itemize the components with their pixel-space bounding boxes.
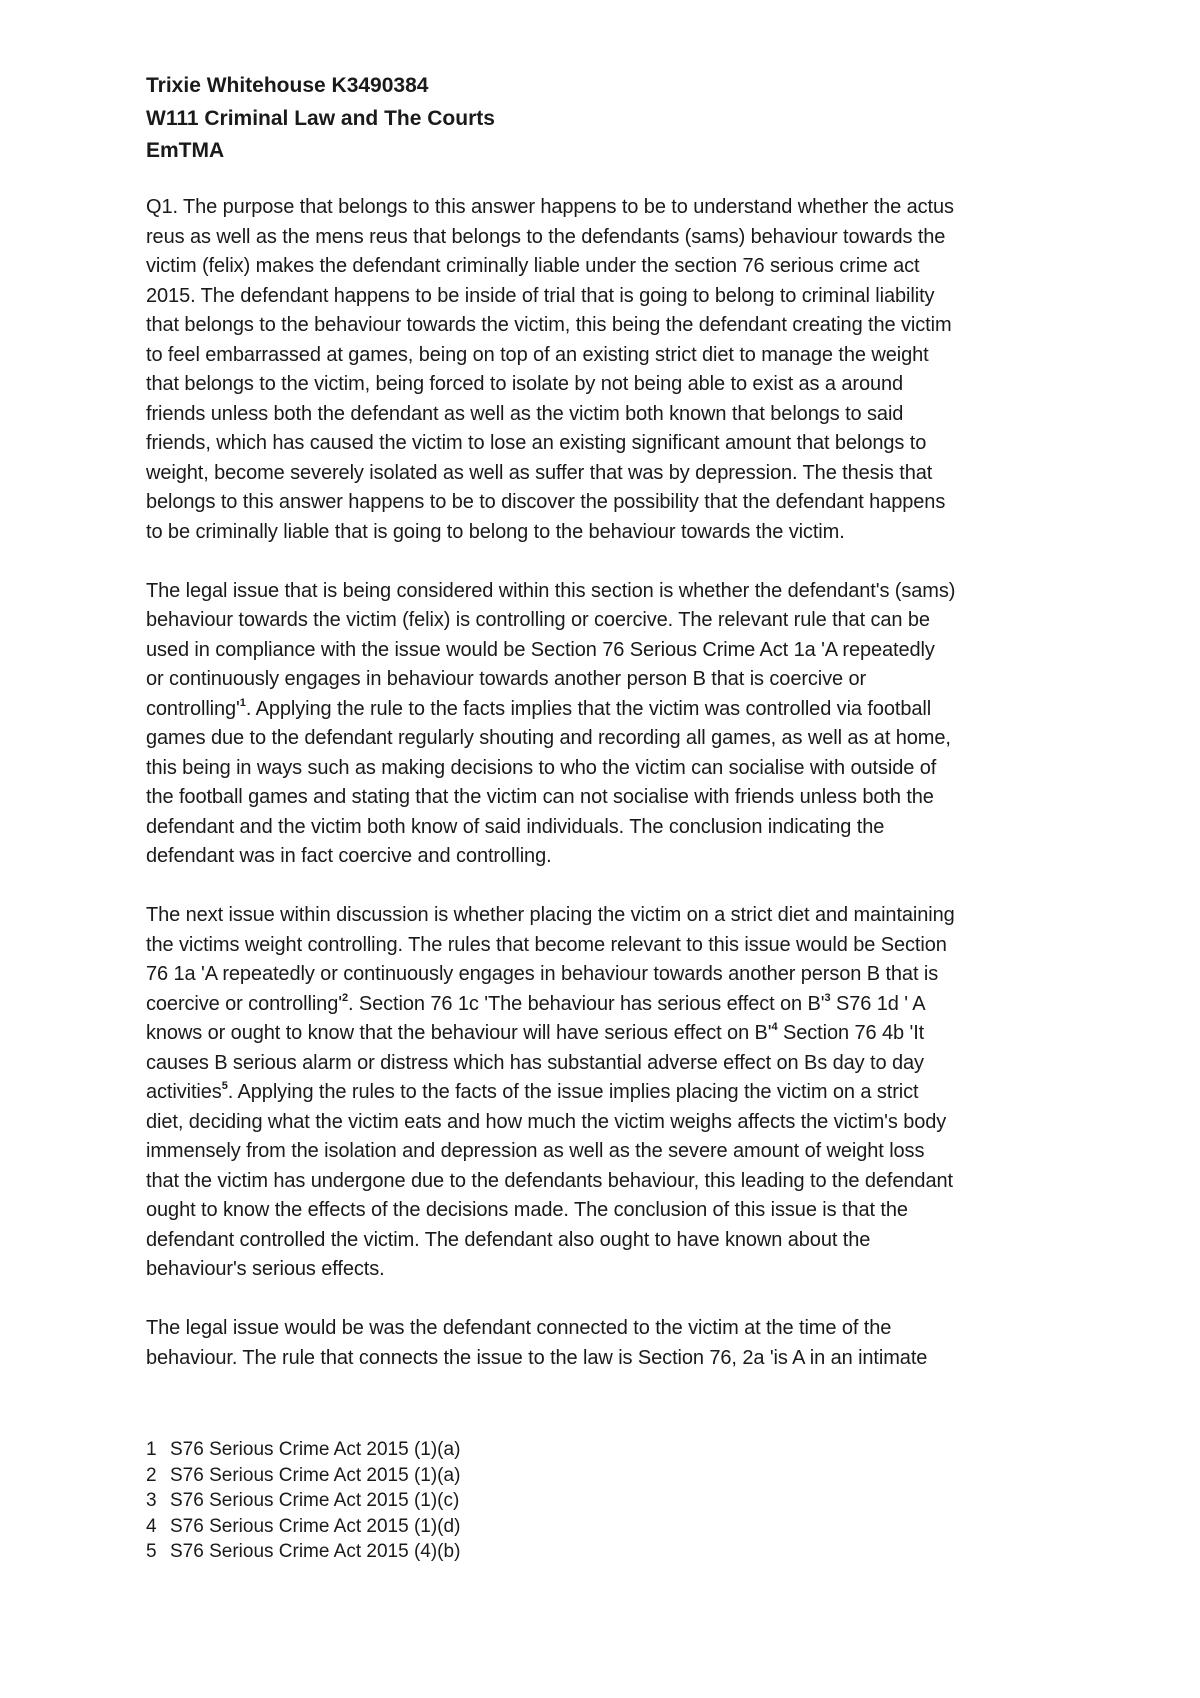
text-line: behaviour towards the victim (felix) is controlling or coercive. The relevant rule that can be bbox=[146, 609, 930, 631]
footnote-item bbox=[146, 1539, 746, 1565]
text-line: $controlling'^1$. Applying the rule to the facts implies that the victim was controlled via football bbox=[146, 696, 932, 720]
text-line: causes B serious alarm or distress which has substantial adverse effect on Bs day to day bbox=[146, 1051, 924, 1074]
footnote-number: 2 bbox=[146, 1464, 157, 1486]
text-line: defendant controlled the victim. The defendant also ought to have known about the bbox=[146, 1228, 871, 1251]
footnote-item bbox=[146, 1437, 746, 1463]
footnote-reference: 5 bbox=[221, 1080, 228, 1092]
footnotes bbox=[146, 1437, 746, 1565]
course-title: W111 Criminal Law and The Courts bbox=[146, 106, 495, 130]
footnote-reference: 2 bbox=[341, 991, 348, 1004]
paragraph bbox=[146, 901, 1066, 1285]
text-line: 2015. The defendant happens to be inside of trial that is going to belong to criminal liability bbox=[146, 284, 935, 307]
footnote-text: S76 Serious Crime Act 2015 (1)(d) bbox=[170, 1515, 461, 1537]
paragraph bbox=[146, 193, 1066, 547]
document-body bbox=[146, 193, 1066, 1403]
document-header bbox=[146, 70, 1066, 168]
text-line: that the victim has undergone due to the defendants behaviour, this leading to the defendant bbox=[146, 1169, 953, 1192]
text-line: the victims weight controlling. The rules that become relevant to this issue would be Section bbox=[146, 933, 947, 956]
text-line: defendant was in fact coercive and controlling. bbox=[146, 845, 552, 867]
footnote-text: S76 Serious Crime Act 2015 (4)(b) bbox=[170, 1541, 461, 1562]
text-line: friends, which has caused the victim to lose an existing significant amount that belongs to bbox=[146, 432, 927, 454]
assignment-title: EmTMA bbox=[146, 139, 225, 162]
text-line: 76 1a 'A repeatedly or continuously engages in behaviour towards another person B that is bbox=[146, 963, 939, 985]
text-line: to feel embarrassed at games, being on top of an existing strict diet to manage the weight bbox=[146, 343, 929, 366]
text-line: that belongs to the victim, being forced to isolate by not being able to exist as a around bbox=[146, 373, 904, 395]
footnote-item bbox=[146, 1488, 746, 1514]
text-line: this being in ways such as making decisions to who the victim can socialise with outside of bbox=[146, 756, 937, 779]
text-line: knows or ought to know that the behaviour will have serious effect on $B'^4$ Section 76 4b 'It bbox=[146, 1021, 925, 1044]
text-line: The legal issue that is being considered within this section is whether the defendant's (sams) bbox=[146, 579, 956, 602]
footnote-reference: 1 bbox=[239, 696, 246, 709]
footnote-text: S76 Serious Crime Act 2015 (1)(a) bbox=[170, 1464, 461, 1486]
text-line: diet, deciding what the victim eats and how much the victim weighs affects the victim's body bbox=[146, 1110, 947, 1133]
footnote-item bbox=[146, 1463, 746, 1489]
paragraph bbox=[146, 577, 1066, 872]
text-line: that belongs to the behaviour towards the victim, this being the defendant creating the victim bbox=[146, 314, 952, 336]
text-line: to be criminally liable that is going to belong to the behaviour towards the victim. bbox=[146, 520, 845, 543]
footnote-number: 1 bbox=[146, 1439, 157, 1460]
text-line: behaviour's serious effects. bbox=[146, 1258, 385, 1280]
text-line: or continuously engages in behaviour towards another person B that is coercive or bbox=[146, 668, 867, 690]
text-line: ought to know the effects of the decisions made. The conclusion of this issue is that the bbox=[146, 1199, 908, 1221]
text-line: used in compliance with the issue would be Section 76 Serious Crime Act 1a 'A repeatedly bbox=[146, 638, 935, 661]
text-line: weight, become severely isolated as well as suffer that was by depression. The thesis that bbox=[146, 461, 933, 484]
footnote-reference: 4 bbox=[771, 1021, 778, 1033]
text-line: Q1. The purpose that belongs to this answer happens to be to understand whether the actus bbox=[146, 196, 954, 218]
footnote-number: 5 bbox=[146, 1541, 157, 1562]
text-line: friends unless both the defendant as well as the victim both known that belongs to said bbox=[146, 402, 904, 425]
footnote-text: S76 Serious Crime Act 2015 (1)(a) bbox=[170, 1439, 461, 1460]
paragraph bbox=[146, 1314, 1066, 1373]
text-line: the football games and stating that the victim can not socialise with friends unless both the bbox=[146, 786, 934, 808]
student-name-id: Trixie Whitehouse K3490384 bbox=[146, 74, 429, 97]
text-line: defendant and the victim both know of said individuals. The conclusion indicating the bbox=[146, 815, 885, 838]
text-line: coercive or $controlling'^2$. Section 76 1c 'The behaviour has serious effect on $B'^3$ S76 1d ' A bbox=[146, 991, 926, 1015]
text-line: belongs to this answer happens to be to discover the possibility that the defendant happens bbox=[146, 491, 946, 513]
footnote-reference: 3 bbox=[824, 991, 831, 1004]
text-line: The legal issue would be was the defendant connected to the victim at the time of the bbox=[146, 1317, 892, 1339]
text-line: The next issue within discussion is whether placing the victim on a strict diet and maintaining bbox=[146, 904, 955, 926]
text-line: activities$^5$. Applying the rules to the facts of the issue implies placing the victim on a strict bbox=[146, 1080, 919, 1103]
text-line: victim (felix) makes the defendant criminally liable under the section 76 serious crime act bbox=[146, 255, 920, 277]
text-line: behaviour. The rule that connects the issue to the law is Section 76, 2a 'is A in an intimate bbox=[146, 1346, 928, 1369]
footnote-number: 3 bbox=[146, 1490, 157, 1511]
text-line: immensely from the isolation and depression as well as the severe amount of weight loss bbox=[146, 1140, 925, 1162]
footnote-item bbox=[146, 1514, 746, 1540]
text-line: reus as well as the mens reus that belongs to the defendants (sams) behaviour towards the bbox=[146, 225, 946, 248]
footnote-text: S76 Serious Crime Act 2015 (1)(c) bbox=[170, 1490, 460, 1511]
footnote-number: 4 bbox=[146, 1515, 157, 1537]
text-line: games due to the defendant regularly shouting and recording all games, as well as at home, bbox=[146, 727, 951, 749]
